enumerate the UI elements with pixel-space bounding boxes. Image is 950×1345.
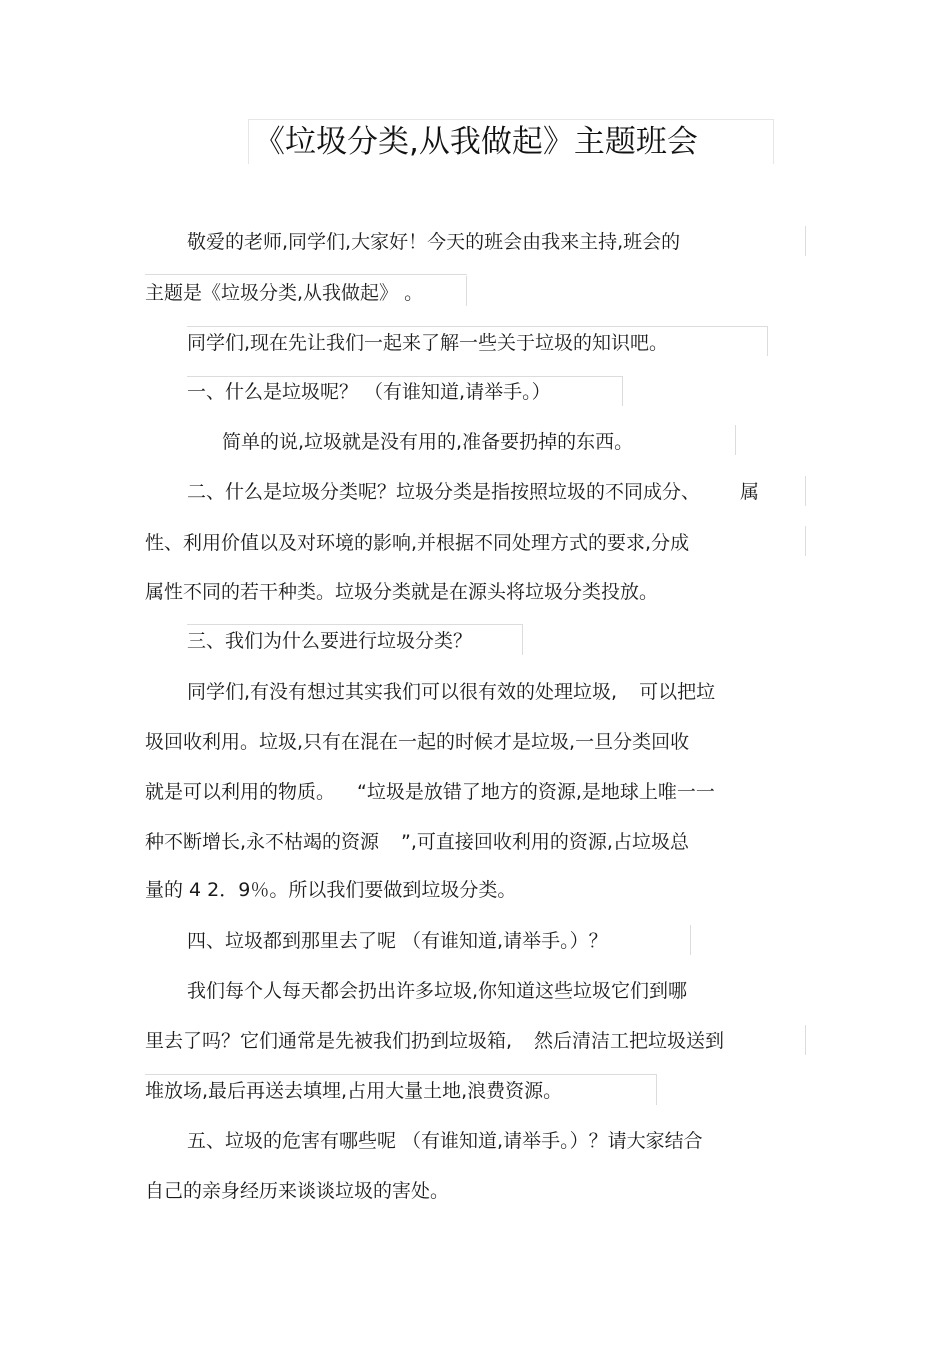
paragraph-line: 属性不同的若干种类。垃圾分类就是在源头将垃圾分类投放。 <box>145 581 659 603</box>
line-text: 二、什么是垃圾分类呢？垃圾分类是指按照垃圾的不同成分、 <box>187 481 701 503</box>
box-edge <box>622 376 623 406</box>
paragraph-line <box>145 1027 724 1055</box>
line-text-tail: 然后清洁工把垃圾送到 <box>534 1030 725 1052</box>
paragraph-line: 同学们,现在先让我们一起来了解一些关于垃圾的知识吧。 <box>187 332 669 354</box>
line-text: 里去了吗？它们通常是先被我们扔到垃圾箱, <box>145 1030 513 1052</box>
box-edge <box>805 476 806 506</box>
paragraph-line: 我们每个人每天都会扔出许多垃圾,你知道这些垃圾它们到哪 <box>187 980 688 1002</box>
paragraph-line <box>187 478 759 506</box>
box-edge <box>767 326 768 356</box>
box-edge <box>656 1075 657 1105</box>
paragraph-line: 主题是《垃圾分类,从我做起》 。 <box>145 282 424 304</box>
paragraph-line <box>145 778 715 806</box>
paragraph-line: 量的 4 2．9％。所以我们要做到垃圾分类。 <box>145 879 517 901</box>
box-edge <box>805 226 806 256</box>
box-edge <box>805 1025 806 1055</box>
line-text: 种不断增长,永不枯竭的资源 <box>145 831 380 853</box>
paragraph-line: 自己的亲身经历来谈谈垃圾的害处。 <box>145 1180 450 1202</box>
paragraph-line: 四、垃圾都到那里去了呢 （有谁知道,请举手。）？ <box>187 930 608 952</box>
paragraph-line <box>187 678 715 706</box>
box-edge <box>735 425 736 455</box>
paragraph-line: 三、我们为什么要进行垃圾分类？ <box>187 630 473 652</box>
line-text-tail: ”,可直接回收利用的资源,占垃圾总 <box>401 831 689 853</box>
box-edge <box>187 326 767 327</box>
paragraph-line: 敬爱的老师,同学们,大家好！今天的班会由我来主持,班会的 <box>187 231 681 253</box>
box-edge <box>805 526 806 556</box>
paragraph-line <box>145 828 689 856</box>
paragraph-line: 堆放场,最后再送去填埋,占用大量土地,浪费资源。 <box>145 1080 563 1102</box>
paragraph-line: 性、利用价值以及对环境的影响,并根据不同处理方式的要求,分成 <box>145 532 690 554</box>
box-edge <box>145 1074 657 1075</box>
box-edge <box>690 925 691 955</box>
paragraph-line: 圾回收利用。垃圾,只有在混在一起的时候才是垃圾,一旦分类回收 <box>145 731 690 753</box>
box-edge <box>187 624 523 625</box>
paragraph-line: 一、什么是垃圾呢？ （有谁知道,请举手。） <box>187 381 551 403</box>
paragraph-line: 简单的说,垃圾就是没有用的,准备要扔掉的东西。 <box>222 431 634 453</box>
line-text: 同学们,有没有想过其实我们可以很有效的处理垃圾, <box>187 681 618 703</box>
paragraph-line: 五、垃圾的危害有哪些呢 （有谁知道,请举手。）？请大家结合 <box>187 1130 703 1152</box>
box-edge <box>187 376 623 377</box>
box-edge <box>145 274 467 275</box>
line-text-tail: “垃圾是放错了地方的资源,是地球上唯一一 <box>357 781 715 803</box>
box-edge <box>522 625 523 655</box>
document-title: 《垃圾分类,从我做起》主题班会 <box>254 124 698 160</box>
line-text: 就是可以利用的物质。 <box>145 781 336 803</box>
line-text-tail: 属 <box>740 481 760 503</box>
box-edge <box>466 276 467 306</box>
line-text-tail: 可以把垃 <box>639 681 716 703</box>
